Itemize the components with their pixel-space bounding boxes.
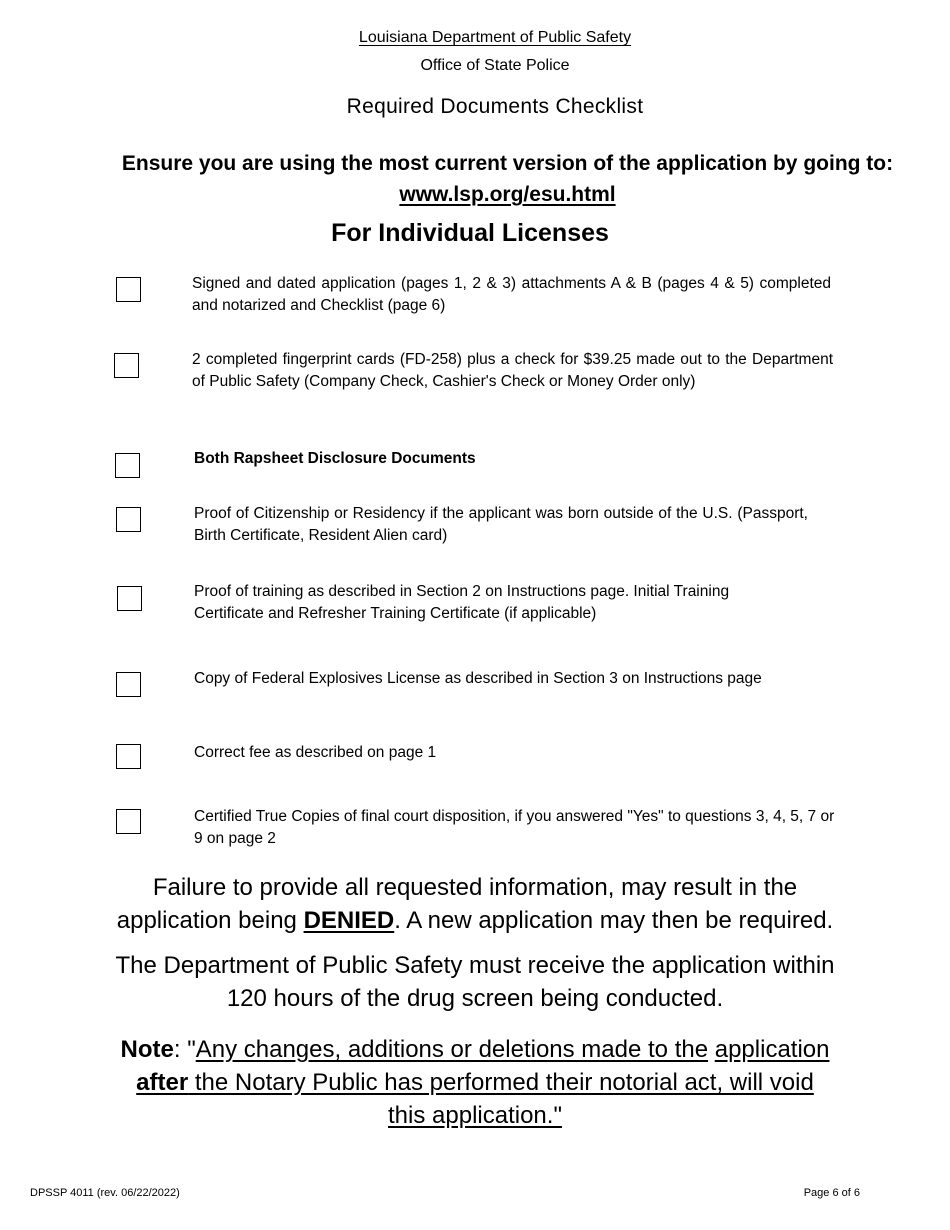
checklist-item-training: Proof of training as described in Section 2 on Instructions page. Initial Training Certificate and Refresher Training Certificate (if applicable)	[194, 583, 730, 622]
checkbox-citizenship[interactable]	[116, 507, 141, 532]
checklist-item-citizenship: Proof of Citizenship or Residency if the applicant was born outside of the U.S. (Passport, Birth Certificate, Resident Alien card)	[194, 505, 808, 544]
failure-warning-prefix: application being	[116, 907, 304, 934]
timing-line1: The Department of Public Safety must receive the application within	[115, 952, 835, 979]
note-text-4: this application."	[388, 1102, 562, 1129]
notary-note	[0, 1033, 950, 1132]
website-link[interactable]: www.lsp.org/esu.html	[399, 183, 616, 206]
checklist-item-correct-fee: Correct fee as described on page 1	[194, 744, 437, 761]
timing-requirement	[0, 949, 950, 1015]
version-notice-text: Ensure you are using the most current version of the application by going to:	[121, 152, 894, 175]
office-name: Office of State Police	[420, 57, 570, 74]
note-colon: : "	[173, 1036, 196, 1063]
form-id: DPSSP 4011 (rev. 06/22/2022)	[30, 1187, 180, 1199]
page-number: Page 6 of 6	[803, 1187, 860, 1199]
failure-warning	[0, 871, 950, 937]
note-label: Note	[120, 1036, 174, 1063]
checkbox-rapsheet[interactable]	[115, 453, 140, 478]
checkbox-correct-fee[interactable]	[116, 744, 141, 769]
note-after: after	[136, 1069, 189, 1096]
note-text-3: the Notary Public has performed their notorial act, will void	[188, 1069, 814, 1096]
note-text-2: application	[714, 1036, 830, 1063]
checklist-item-rapsheet: Both Rapsheet Disclosure Documents	[194, 450, 476, 467]
note-text-1: Any changes, additions or deletions made to the	[195, 1036, 709, 1063]
checkbox-training[interactable]	[117, 586, 142, 611]
checkbox-federal-license[interactable]	[116, 672, 141, 697]
checklist-item-fingerprint-cards: 2 completed fingerprint cards (FD-258) plus a check for $39.25 made out to the Department of Public Safety (Company Check, Cashier's Check or Money Order only)	[192, 351, 833, 390]
checklist-item-court-disposition: Certified True Copies of final court disposition, if you answered "Yes" to questions 3, 4, 5, 7 or 9 on page 2	[194, 808, 835, 847]
department-name: Louisiana Department of Public Safety	[358, 29, 632, 46]
failure-warning-line1: Failure to provide all requested information, may result in the	[152, 874, 798, 901]
failure-warning-suffix: . A new application may then be required.	[394, 907, 834, 934]
page-title: Required Documents Checklist	[346, 95, 644, 118]
checkbox-signed-application[interactable]	[116, 277, 141, 302]
checklist-item-federal-license: Copy of Federal Explosives License as described in Section 3 on Instructions page	[194, 670, 762, 687]
checklist-item-signed-application: Signed and dated application (pages 1, 2 & 3) attachments A & B (pages 4 & 5) completed and notarized and Checklist (page 6)	[192, 275, 831, 314]
checkbox-fingerprint-cards[interactable]	[114, 353, 139, 378]
denied-text: DENIED	[303, 907, 395, 934]
checkbox-court-disposition[interactable]	[116, 809, 141, 834]
timing-line2: 120 hours of the drug screen being conducted.	[226, 985, 724, 1012]
section-title: For Individual Licenses	[331, 219, 609, 247]
version-notice	[100, 148, 915, 210]
